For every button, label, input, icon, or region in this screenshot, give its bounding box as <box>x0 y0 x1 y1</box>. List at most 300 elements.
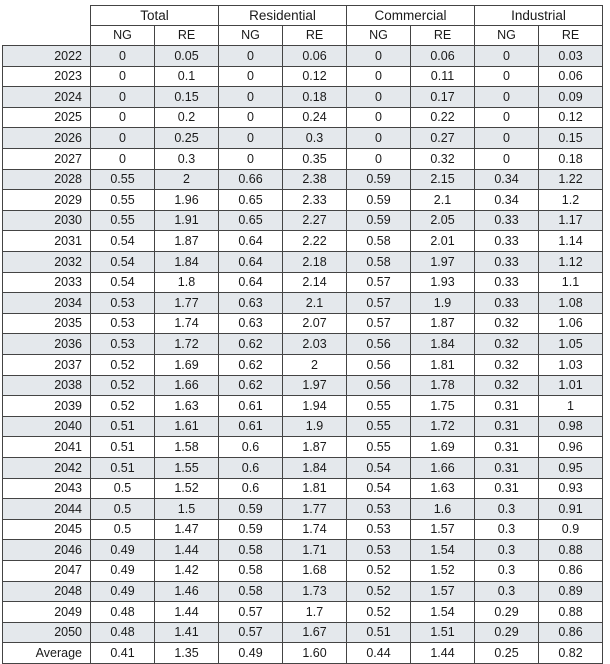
table-cell: 0 <box>475 66 539 87</box>
table-cell: 0.61 <box>219 416 283 437</box>
table-cell: 0.3 <box>475 581 539 602</box>
table-row <box>3 107 603 128</box>
table-cell: 1.55 <box>155 457 219 478</box>
table-cell: 2.03 <box>283 334 347 355</box>
row-label: 2034 <box>3 293 91 314</box>
table-row <box>3 499 603 520</box>
table-row <box>3 375 603 396</box>
table-cell: 1.78 <box>411 375 475 396</box>
table-cell: 0.33 <box>475 231 539 252</box>
table-cell: 0.51 <box>347 622 411 643</box>
table-cell: 0.24 <box>283 107 347 128</box>
table-row <box>3 334 603 355</box>
table-cell: 1.84 <box>155 252 219 273</box>
table-cell: 0.09 <box>539 87 603 108</box>
table-cell: 0.3 <box>475 499 539 520</box>
table-cell: 1.96 <box>155 190 219 211</box>
row-label: 2030 <box>3 210 91 231</box>
table-row <box>3 46 603 67</box>
table-cell: 0.56 <box>347 334 411 355</box>
table-cell: 1.14 <box>539 231 603 252</box>
row-label: 2023 <box>3 66 91 87</box>
table-cell: 1.81 <box>283 478 347 499</box>
table-row <box>3 293 603 314</box>
row-label: 2049 <box>3 602 91 623</box>
table-cell: 0 <box>91 46 155 67</box>
table-cell: 0.61 <box>219 396 283 417</box>
table-row <box>3 602 603 623</box>
table-cell: 0.53 <box>91 293 155 314</box>
table-cell: 0.33 <box>475 272 539 293</box>
table-cell: 0.31 <box>475 457 539 478</box>
table-cell: 1.94 <box>283 396 347 417</box>
table-cell: 1.67 <box>283 622 347 643</box>
table-cell: 0.55 <box>91 210 155 231</box>
table-cell: 0.49 <box>91 581 155 602</box>
table-cell: 0.98 <box>539 416 603 437</box>
table-cell: 1.1 <box>539 272 603 293</box>
table-cell: 0.11 <box>411 66 475 87</box>
row-label: 2026 <box>3 128 91 149</box>
table-cell: 0.59 <box>219 499 283 520</box>
table-cell: 0.58 <box>347 252 411 273</box>
table-cell: 2.07 <box>283 313 347 334</box>
table-cell: 0.63 <box>219 313 283 334</box>
table-cell: 0 <box>219 128 283 149</box>
corner-cell <box>3 6 91 26</box>
row-label: 2037 <box>3 355 91 376</box>
table-cell: 0.15 <box>539 128 603 149</box>
table-cell: 1.46 <box>155 581 219 602</box>
table-cell: 1.22 <box>539 169 603 190</box>
table-cell: 0.25 <box>475 643 539 664</box>
row-label: 2042 <box>3 457 91 478</box>
table-cell: 0 <box>347 107 411 128</box>
table-cell: 0 <box>91 128 155 149</box>
table-cell: 1.68 <box>283 560 347 581</box>
table-cell: 0.3 <box>475 560 539 581</box>
row-label: 2035 <box>3 313 91 334</box>
table-cell: 0 <box>347 149 411 170</box>
table-row <box>3 231 603 252</box>
row-label: 2031 <box>3 231 91 252</box>
table-cell: 1.74 <box>283 519 347 540</box>
table-cell: 0.57 <box>219 602 283 623</box>
group-header-row <box>3 6 603 26</box>
table-cell: 0.29 <box>475 622 539 643</box>
table-row <box>3 540 603 561</box>
table-row <box>3 210 603 231</box>
table-cell: 0.6 <box>219 457 283 478</box>
row-label: 2040 <box>3 416 91 437</box>
table-cell: 1.75 <box>411 396 475 417</box>
row-label: 2043 <box>3 478 91 499</box>
table-cell: 0.6 <box>219 437 283 458</box>
row-label: 2044 <box>3 499 91 520</box>
table-cell: 0.49 <box>219 643 283 664</box>
sub-header: RE <box>411 26 475 46</box>
table-cell: 0.62 <box>219 355 283 376</box>
table-row <box>3 169 603 190</box>
table-cell: 2 <box>283 355 347 376</box>
row-label: 2033 <box>3 272 91 293</box>
table-cell: 0.52 <box>347 560 411 581</box>
table-row <box>3 190 603 211</box>
table-cell: 0 <box>475 107 539 128</box>
row-label: 2028 <box>3 169 91 190</box>
table-cell: 0.32 <box>475 355 539 376</box>
corner-cell <box>3 26 91 46</box>
row-label: 2050 <box>3 622 91 643</box>
row-label: 2036 <box>3 334 91 355</box>
table-cell: 0.3 <box>283 128 347 149</box>
table-cell: 1.52 <box>411 560 475 581</box>
table-cell: 0.49 <box>91 560 155 581</box>
table-cell: 2.15 <box>411 169 475 190</box>
row-label: 2041 <box>3 437 91 458</box>
table-cell: 0.89 <box>539 581 603 602</box>
table-cell: 0.25 <box>155 128 219 149</box>
table-cell: 0.51 <box>91 457 155 478</box>
table-cell: 0.15 <box>155 87 219 108</box>
table-cell: 1 <box>539 396 603 417</box>
table-cell: 1.44 <box>155 602 219 623</box>
table-cell: 0.54 <box>347 478 411 499</box>
table-cell: 0.88 <box>539 602 603 623</box>
table-cell: 2.05 <box>411 210 475 231</box>
table-row <box>3 87 603 108</box>
table-cell: 0.33 <box>475 210 539 231</box>
row-label: 2038 <box>3 375 91 396</box>
table-cell: 0.55 <box>91 190 155 211</box>
table-cell: 0.59 <box>347 210 411 231</box>
table-cell: 0.59 <box>219 519 283 540</box>
table-cell: 1.58 <box>155 437 219 458</box>
table-cell: 0 <box>347 87 411 108</box>
table-cell: 0.2 <box>155 107 219 128</box>
table-cell: 0 <box>219 66 283 87</box>
table-cell: 0.54 <box>91 272 155 293</box>
table-cell: 1.6 <box>411 499 475 520</box>
table-cell: 0.12 <box>539 107 603 128</box>
table-cell: 0.64 <box>219 231 283 252</box>
table-cell: 0.06 <box>411 46 475 67</box>
table-cell: 0.27 <box>411 128 475 149</box>
table-cell: 2.27 <box>283 210 347 231</box>
table-cell: 0.51 <box>91 437 155 458</box>
table-cell: 0 <box>347 66 411 87</box>
table-row <box>3 149 603 170</box>
table-cell: 1.97 <box>283 375 347 396</box>
table-cell: 0.53 <box>347 540 411 561</box>
table-cell: 1.12 <box>539 252 603 273</box>
table-cell: 0.95 <box>539 457 603 478</box>
table-row <box>3 519 603 540</box>
table-cell: 0 <box>475 128 539 149</box>
table-cell: 2.1 <box>283 293 347 314</box>
table-cell: 0.52 <box>91 396 155 417</box>
table-cell: 0.31 <box>475 416 539 437</box>
row-label: 2024 <box>3 87 91 108</box>
table-cell: 1.17 <box>539 210 603 231</box>
table-cell: 0.62 <box>219 334 283 355</box>
table-cell: 0.06 <box>539 66 603 87</box>
table-cell: 0 <box>219 149 283 170</box>
table-cell: 1.54 <box>411 602 475 623</box>
table-cell: 0.9 <box>539 519 603 540</box>
table-cell: 0 <box>91 66 155 87</box>
table-cell: 0.55 <box>91 169 155 190</box>
table-cell: 0.31 <box>475 478 539 499</box>
table-cell: 0.57 <box>219 622 283 643</box>
table-row <box>3 478 603 499</box>
table-cell: 0.22 <box>411 107 475 128</box>
table-cell: 1.84 <box>283 457 347 478</box>
row-label: 2046 <box>3 540 91 561</box>
table-cell: 0.56 <box>347 355 411 376</box>
group-header-residential: Residential <box>219 6 347 26</box>
row-label: 2029 <box>3 190 91 211</box>
table-cell: 0.57 <box>347 313 411 334</box>
table-cell: 1.72 <box>411 416 475 437</box>
table-cell: 0.06 <box>283 46 347 67</box>
table-cell: 0 <box>347 46 411 67</box>
table-row <box>3 457 603 478</box>
table-cell: 1.63 <box>411 478 475 499</box>
sub-header: NG <box>475 26 539 46</box>
table-cell: 1.77 <box>155 293 219 314</box>
group-header-industrial: Industrial <box>475 6 603 26</box>
table-cell: 1.66 <box>411 457 475 478</box>
row-label: 2022 <box>3 46 91 67</box>
sub-header: NG <box>91 26 155 46</box>
table-body <box>3 46 603 664</box>
table-cell: 0.58 <box>219 540 283 561</box>
table-cell: 0.56 <box>347 375 411 396</box>
table-cell: 2.18 <box>283 252 347 273</box>
row-label: 2025 <box>3 107 91 128</box>
table-cell: 0.3 <box>475 519 539 540</box>
table-row <box>3 313 603 334</box>
group-header-commercial: Commercial <box>347 6 475 26</box>
table-cell: 0.59 <box>347 169 411 190</box>
table-cell: 1.97 <box>411 252 475 273</box>
sub-header: NG <box>347 26 411 46</box>
table-cell: 1.08 <box>539 293 603 314</box>
table-cell: 0.58 <box>219 560 283 581</box>
table-cell: 0.64 <box>219 272 283 293</box>
table-row <box>3 581 603 602</box>
table-cell: 0.93 <box>539 478 603 499</box>
table-cell: 0.54 <box>347 457 411 478</box>
table-cell: 0.12 <box>283 66 347 87</box>
table-cell: 0.58 <box>347 231 411 252</box>
table-cell: 1.03 <box>539 355 603 376</box>
table-cell: 0.32 <box>475 334 539 355</box>
table-cell: 1.52 <box>155 478 219 499</box>
table-cell: 0 <box>219 87 283 108</box>
table-cell: 0.33 <box>475 293 539 314</box>
table-cell: 0.66 <box>219 169 283 190</box>
table-row <box>3 355 603 376</box>
table-cell: 0.31 <box>475 437 539 458</box>
table-cell: 0.52 <box>347 581 411 602</box>
table-cell: 0.52 <box>91 375 155 396</box>
table-cell: 1.72 <box>155 334 219 355</box>
table-cell: 0.63 <box>219 293 283 314</box>
table-cell: 2 <box>155 169 219 190</box>
table-cell: 1.41 <box>155 622 219 643</box>
table-cell: 0.86 <box>539 560 603 581</box>
table-cell: 0 <box>475 149 539 170</box>
table-cell: 0.53 <box>91 313 155 334</box>
table-cell: 1.61 <box>155 416 219 437</box>
table-cell: 0.52 <box>347 602 411 623</box>
table-cell: 1.57 <box>411 581 475 602</box>
table-cell: 0.32 <box>475 313 539 334</box>
table-cell: 0.65 <box>219 210 283 231</box>
table-cell: 0.54 <box>91 252 155 273</box>
table-cell: 0.18 <box>283 87 347 108</box>
table-cell: 1.7 <box>283 602 347 623</box>
table-cell: 0.58 <box>219 581 283 602</box>
table-cell: 1.2 <box>539 190 603 211</box>
table-cell: 0.5 <box>91 499 155 520</box>
table-row <box>3 622 603 643</box>
table-cell: 0.34 <box>475 169 539 190</box>
table-cell: 1.35 <box>155 643 219 664</box>
table-cell: 0.86 <box>539 622 603 643</box>
table-cell: 0.57 <box>347 272 411 293</box>
table-cell: 0.48 <box>91 602 155 623</box>
table-cell: 0.3 <box>155 149 219 170</box>
table-cell: 0.31 <box>475 396 539 417</box>
table-cell: 0.6 <box>219 478 283 499</box>
row-label: 2048 <box>3 581 91 602</box>
table-row <box>3 252 603 273</box>
table-cell: 0.91 <box>539 499 603 520</box>
table-cell: 0 <box>91 149 155 170</box>
table-cell: 0 <box>475 46 539 67</box>
table-cell: 1.63 <box>155 396 219 417</box>
sub-header-row <box>3 26 603 46</box>
table-row <box>3 128 603 149</box>
table-cell: 1.77 <box>283 499 347 520</box>
table-cell: 0.32 <box>411 149 475 170</box>
table-cell: 0.59 <box>347 190 411 211</box>
table-cell: 0.54 <box>91 231 155 252</box>
table-cell: 0.3 <box>475 540 539 561</box>
table-cell: 0.55 <box>347 416 411 437</box>
table-cell: 2.01 <box>411 231 475 252</box>
table-cell: 0 <box>91 87 155 108</box>
table-cell: 0.1 <box>155 66 219 87</box>
table-cell: 0.32 <box>475 375 539 396</box>
table-cell: 1.47 <box>155 519 219 540</box>
table-cell: 1.44 <box>155 540 219 561</box>
table-cell: 0.34 <box>475 190 539 211</box>
table-row <box>3 416 603 437</box>
table-cell: 1.81 <box>411 355 475 376</box>
table-cell: 1.87 <box>411 313 475 334</box>
table-cell: 0.88 <box>539 540 603 561</box>
table-cell: 0 <box>219 46 283 67</box>
table-cell: 0.62 <box>219 375 283 396</box>
table-row <box>3 66 603 87</box>
table-cell: 0.5 <box>91 478 155 499</box>
table-cell: 0.57 <box>347 293 411 314</box>
table-cell: 0.49 <box>91 540 155 561</box>
row-label: 2047 <box>3 560 91 581</box>
table-cell: 2.33 <box>283 190 347 211</box>
table-cell: 2.38 <box>283 169 347 190</box>
table-cell: 0.05 <box>155 46 219 67</box>
table-cell: 2.1 <box>411 190 475 211</box>
table-cell: 0.5 <box>91 519 155 540</box>
table-cell: 1.9 <box>283 416 347 437</box>
table-cell: 1.69 <box>411 437 475 458</box>
table-cell: 1.66 <box>155 375 219 396</box>
table-cell: 0 <box>91 107 155 128</box>
table-cell: 1.60 <box>283 643 347 664</box>
sub-header: RE <box>539 26 603 46</box>
table-cell: 0.17 <box>411 87 475 108</box>
table-cell: 1.87 <box>283 437 347 458</box>
sub-header: RE <box>283 26 347 46</box>
table-cell: 0.18 <box>539 149 603 170</box>
row-label: 2027 <box>3 149 91 170</box>
table-cell: 1.54 <box>411 540 475 561</box>
table-cell: 0.96 <box>539 437 603 458</box>
table-cell: 1.06 <box>539 313 603 334</box>
group-header-total: Total <box>91 6 219 26</box>
table-cell: 0.52 <box>91 355 155 376</box>
table-cell: 1.84 <box>411 334 475 355</box>
table-cell: 1.5 <box>155 499 219 520</box>
data-table <box>2 5 603 664</box>
table-cell: 0.41 <box>91 643 155 664</box>
table-cell: 0.82 <box>539 643 603 664</box>
table-cell: 0 <box>475 87 539 108</box>
table-cell: 2.22 <box>283 231 347 252</box>
table-cell: 0.51 <box>91 416 155 437</box>
table-cell: 0 <box>219 107 283 128</box>
table-row <box>3 272 603 293</box>
table-cell: 0.44 <box>347 643 411 664</box>
table-cell: 1.42 <box>155 560 219 581</box>
table-cell: 0 <box>347 128 411 149</box>
table-cell: 0.53 <box>347 499 411 520</box>
table-cell: 0.53 <box>347 519 411 540</box>
table-cell: 1.93 <box>411 272 475 293</box>
table-cell: 0.03 <box>539 46 603 67</box>
table-cell: 1.69 <box>155 355 219 376</box>
table-cell: 1.01 <box>539 375 603 396</box>
row-label: 2039 <box>3 396 91 417</box>
table-cell: 1.74 <box>155 313 219 334</box>
sub-header: RE <box>155 26 219 46</box>
table-cell: 1.9 <box>411 293 475 314</box>
table-cell: 2.14 <box>283 272 347 293</box>
table-cell: 1.57 <box>411 519 475 540</box>
table-row <box>3 437 603 458</box>
table-cell: 1.05 <box>539 334 603 355</box>
table-cell: 1.44 <box>411 643 475 664</box>
table-cell: 1.73 <box>283 581 347 602</box>
table-row <box>3 560 603 581</box>
table-cell: 0.55 <box>347 396 411 417</box>
row-label: 2045 <box>3 519 91 540</box>
